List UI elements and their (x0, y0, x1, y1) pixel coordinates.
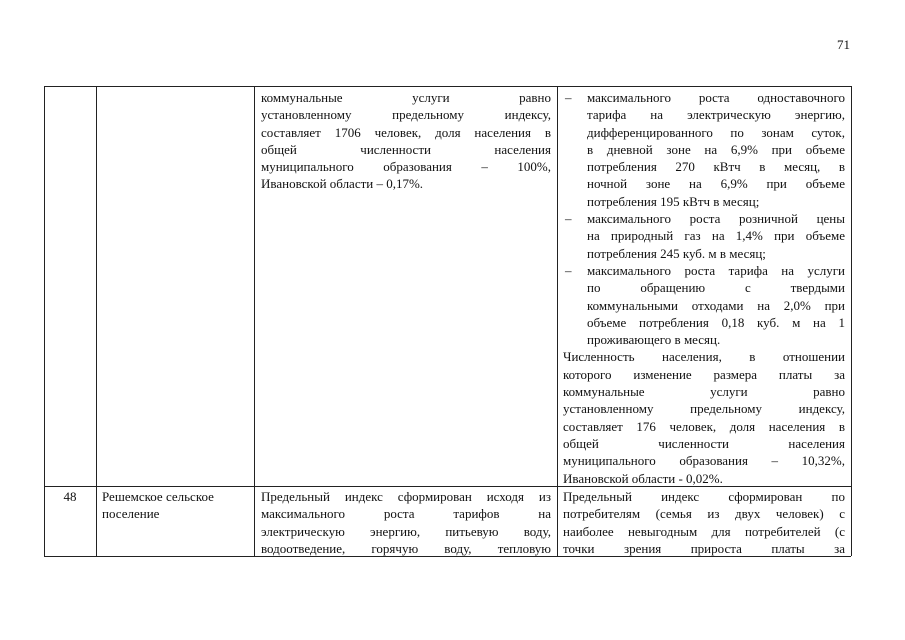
text-line: точки зрения прироста платы за (563, 540, 845, 556)
column-border (254, 86, 255, 556)
text-line: общей численности населения (261, 141, 551, 157)
basis-cell (261, 488, 551, 557)
row-number-cell: 48 (63, 489, 77, 504)
text-line: максимального роста одноставочного (587, 90, 845, 105)
text-line: потребителям (семья из двух человек) с (563, 506, 845, 522)
column-border (851, 86, 852, 556)
text-line: Ивановской области - 0,02%. (563, 470, 723, 486)
text-line: максимального роста розничной цены (587, 211, 845, 227)
municipality-cell (102, 488, 248, 523)
text-line: Решемское сельское (102, 489, 214, 504)
list-dash: – (565, 211, 572, 227)
list-item (565, 89, 845, 210)
text-line: которого изменение размера платы за (563, 366, 845, 382)
text-line: ночной зоне на 6,9% при объеме (587, 176, 845, 192)
column-border (557, 86, 558, 556)
text-line: Численность населения, в отношении (563, 349, 845, 365)
text-line: муниципального образования – 10,32%, (563, 453, 845, 469)
text-line: коммунальными отходами на 2,0% при (587, 297, 845, 313)
list-dash: – (565, 262, 572, 278)
text-line: коммунальные услуги равно (563, 384, 845, 400)
text-line: по обращению с твердыми (587, 280, 845, 296)
text-line: максимального роста тарифов на (261, 506, 551, 522)
text-line: в дневной зоне на 6,9% при объеме (587, 141, 845, 157)
basis-cell (261, 89, 551, 193)
page-number: 71 (837, 37, 850, 52)
text-line: общей численности населения (563, 435, 845, 451)
text-line: муниципального образования – 100%, (261, 159, 551, 175)
detail-tail (563, 348, 845, 486)
text-line: установленному предельному индексу, (563, 401, 845, 417)
text-line: водоотведение, горячую воду, тепловую (261, 540, 551, 556)
text-line: максимального роста тарифа на услуги (587, 262, 845, 278)
detail-cell (563, 488, 845, 557)
text-line: дифференцированного по зонам суток, (587, 124, 845, 140)
list-item (565, 262, 845, 348)
column-border (96, 86, 97, 556)
text-line: потребления 195 кВтч в месяц; (587, 193, 760, 209)
text-line: потребления 245 куб. м в месяц; (587, 245, 766, 261)
detail-cell (563, 89, 845, 487)
text-line: наиболее невыгодным для потребителей (с (563, 523, 845, 539)
text-line: проживающего в месяц. (587, 332, 721, 348)
text-line: составляет 1706 человек, доля населения в (261, 124, 551, 140)
text-line: на природный газ на 1,4% при объеме (587, 228, 845, 244)
list-dash: – (565, 90, 572, 105)
text-line: поселение (102, 506, 160, 522)
text-line: объеме потребления 0,18 куб. м на 1 (587, 314, 845, 330)
text-line: составляет 176 человек, доля населения в (563, 418, 845, 434)
table-top-border (44, 86, 851, 87)
text-line: Ивановской области – 0,17%. (261, 176, 424, 192)
list-item (565, 210, 845, 262)
text-line: Предельный индекс сформирован по (563, 489, 845, 504)
column-border (44, 86, 45, 556)
text-line: тарифа на электрическую энергию, (587, 107, 845, 123)
detail-list (563, 89, 845, 348)
text-line: потребления 270 кВтч в месяц, в (587, 159, 845, 175)
text-line: электрическую энергию, питьевую воду, (261, 523, 551, 539)
text-line: Предельный индекс сформирован исходя из (261, 489, 551, 504)
text-line: коммунальные услуги равно (261, 90, 551, 105)
text-line: установленному предельному индексу, (261, 107, 551, 123)
